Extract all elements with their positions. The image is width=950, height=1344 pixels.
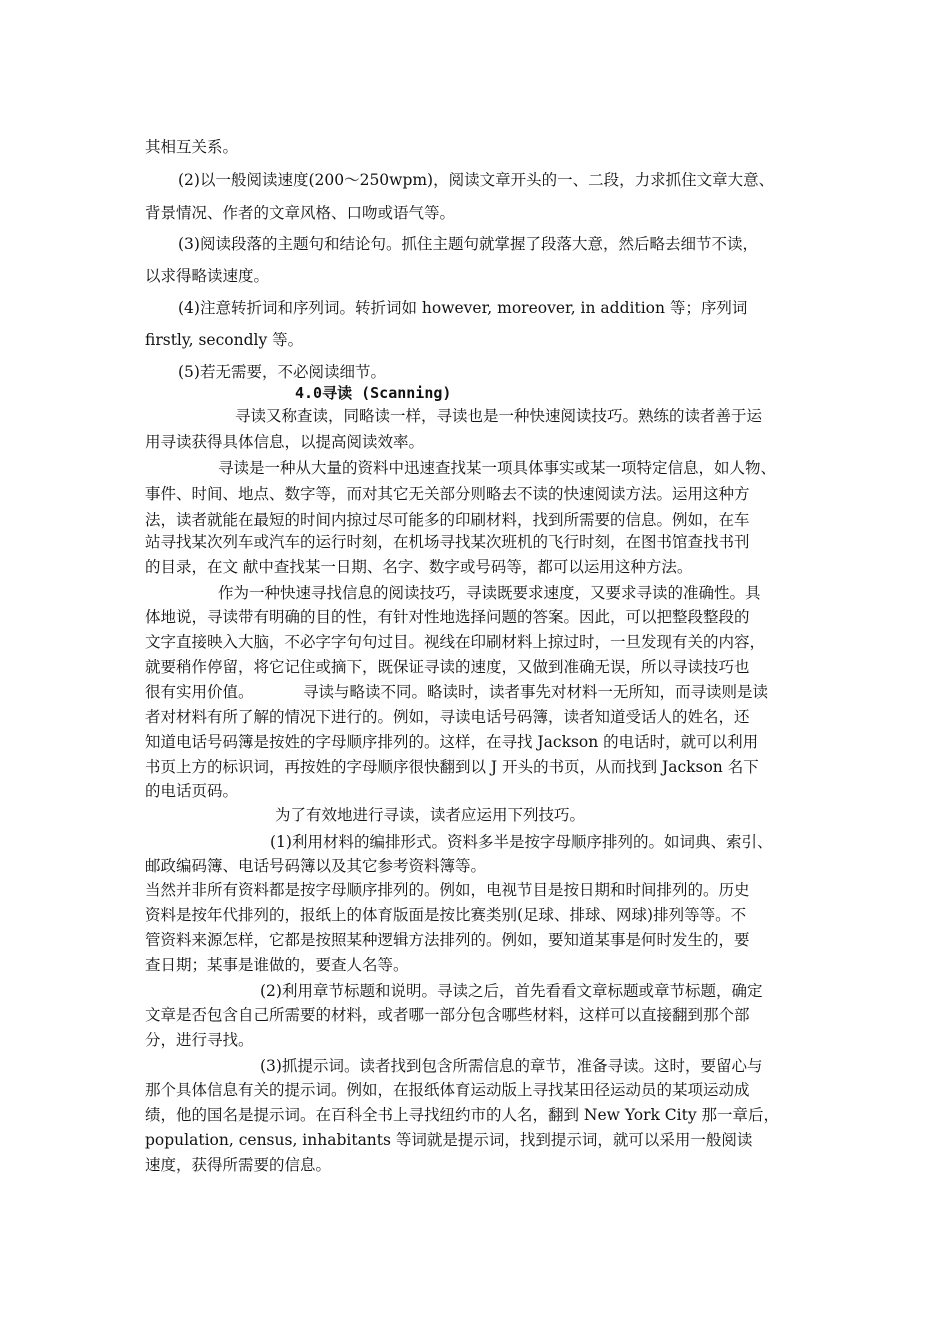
text-line: (2)以一般阅读速度(200～250wpm)，阅读文章开头的一、二段，力求抓住文章大意、: [178, 171, 775, 189]
text-line: 寻读与略读不同。略读时，读者事先对材料一无所知，而寻读则是读: [303, 683, 769, 701]
text-line: 法，读者就能在最短的时间内掠过尽可能多的印刷材料，找到所需要的信息。例如，在车: [145, 511, 750, 529]
text-line: 者对材料有所了解的情况下进行的。例如，寻读电话号码簿，读者知道受话人的姓名，还: [145, 708, 750, 726]
text-line: 以求得略读速度。: [145, 267, 270, 285]
text-line: 用寻读获得具体信息，以提高阅读效率。: [145, 433, 425, 451]
text-line: (3)抓提示词。读者找到包含所需信息的章节，准备寻读。这时，要留心与: [260, 1057, 763, 1075]
text-line: (3)阅读段落的主题句和结论句。抓住主题句就掌握了段落大意，然后略去细节不读，: [178, 235, 758, 253]
text-line: 查日期；某事是谁做的，要查人名等。: [145, 956, 409, 974]
text-line: 为了有效地进行寻读，读者应运用下列技巧。: [275, 806, 586, 824]
text-line: 体地说，寻读带有明确的目的性，有针对性地选择问题的答案。因此，可以把整段整段的: [145, 608, 750, 626]
text-line: firstly, secondly 等。: [145, 331, 304, 349]
text-line: 文字直接映入大脑，不必字字句句过目。视线在印刷材料上掠过时，一旦发现有关的内容，: [145, 633, 766, 651]
text-line: 其相互关系。: [145, 138, 239, 156]
text-line: population, census, inhabitants 等词就是提示词，找到提示词，就可以采用一般阅读: [145, 1131, 753, 1149]
text-line: 很有实用价值。: [145, 683, 254, 701]
text-line: 邮政编码簿、电话号码簿以及其它参考资料簿等。: [145, 857, 487, 875]
text-line: 资料是按年代排列的，报纸上的体育版面是按比赛类别(足球、排球、网球)排列等等。不: [145, 906, 747, 924]
text-line: 的电话页码。: [145, 782, 239, 800]
text-line: 当然并非所有资料都是按字母顺序排列的。例如，电视节目是按日期和时间排列的。历史: [145, 881, 750, 899]
text-line: 管资料来源怎样，它都是按照某种逻辑方法排列的。例如，要知道某事是何时发生的，要: [145, 931, 750, 949]
text-line: 绩，他的国名是提示词。在百科全书上寻找纽约市的人名，翻到 New York City 那一章后，: [145, 1106, 780, 1124]
section-heading: 4.0寻读 (Scanning): [295, 384, 452, 402]
text-line: 知道电话号码簿是按姓的字母顺序排列的。这样，在寻找 Jackson 的电话时，就可以利用: [145, 733, 759, 751]
text-line: 那个具体信息有关的提示词。例如，在报纸体育运动版上寻找某田径运动员的某项运动成: [145, 1081, 750, 1099]
text-line: 事件、时间、地点、数字等，而对其它无关部分则略去不读的快速阅读方法。运用这种方: [145, 485, 750, 503]
text-line: 速度，获得所需要的信息。: [145, 1156, 332, 1174]
text-line: 就要稍作停留，将它记住或摘下，既保证寻读的速度，又做到准确无误，所以寻读技巧也: [145, 658, 750, 676]
text-line: (5)若无需要，不必阅读细节。: [178, 363, 386, 381]
text-line: 的目录，在文 献中查找某一日期、名字、数字或号码等，都可以运用这种方法。: [145, 558, 693, 576]
text-line: 寻读是一种从大量的资料中迅速查找某一项具体事实或某一项特定信息，如人物、: [218, 459, 777, 477]
text-line: 背景情况、作者的文章风格、口吻或语气等。: [145, 204, 456, 222]
text-line: (4)注意转折词和序列词。转折词如 however, moreover, in addition 等；序列词: [178, 299, 748, 317]
text-line: 文章是否包含自己所需要的材料，或者哪一部分包含哪些材料，这样可以直接翻到那个部: [145, 1006, 750, 1024]
text-line: 作为一种快速寻找信息的阅读技巧，寻读既要求速度，又要求寻读的准确性。具: [218, 584, 761, 602]
text-line: 寻读又称查读，同略读一样，寻读也是一种快速阅读技巧。熟练的读者善于运: [235, 407, 763, 425]
text-line: 书页上方的标识词，再按姓的字母顺序很快翻到以 J 开头的书页，从而找到 Jackson 名下: [145, 758, 759, 776]
text-line: 站寻找某次列车或汽车的运行时刻，在机场寻找某次班机的飞行时刻，在图书馆查找书刊: [145, 533, 750, 551]
text-line: (2)利用章节标题和说明。寻读之后，首先看看文章标题或章节标题，确定: [260, 982, 763, 1000]
text-line: 分，进行寻找。: [145, 1031, 254, 1049]
text-line: (1)利用材料的编排形式。资料多半是按字母顺序排列的。如词典、索引、: [270, 833, 773, 851]
